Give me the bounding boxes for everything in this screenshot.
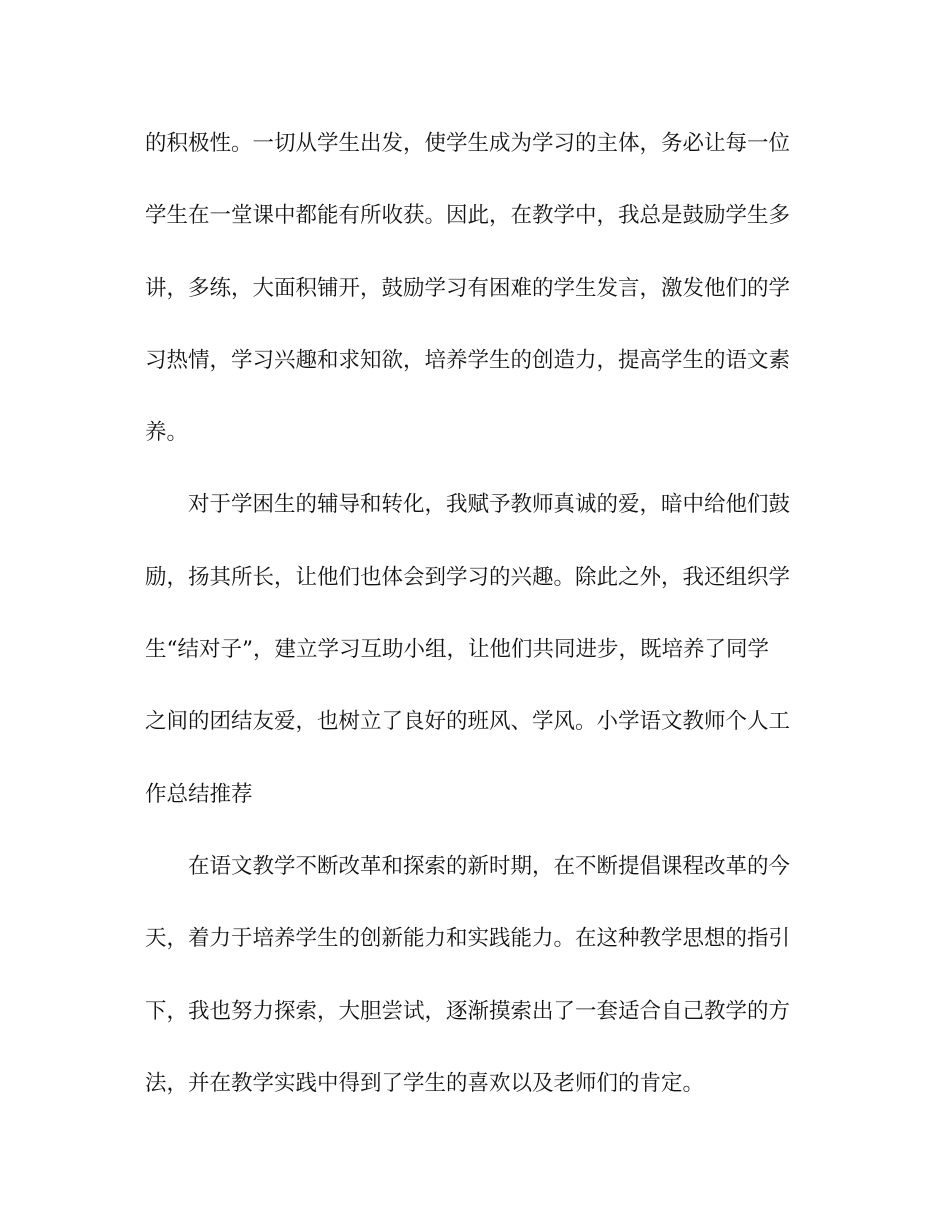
text-line: 的积极性。一切从学生出发，使学生成为学习的主体，务必让每一位 <box>145 131 791 156</box>
text-line: 下，我也努力探索，大胆尝试，逐渐摸索出了一套适合自己教学的方 <box>145 998 791 1024</box>
text-line: 之间的团结友爱，也树立了良好的班风、学风。小学语文教师个人工 <box>145 709 791 735</box>
document-body <box>145 116 805 1128</box>
text-line: 养。 <box>145 420 189 446</box>
text-line: 作总结推荐 <box>145 781 253 807</box>
text-line: 习热情，学习兴趣和求知欲，培养学生的创造力，提高学生的语文素 <box>145 347 791 373</box>
text-line: 学生在一堂课中都能有所收获。因此，在教学中，我总是鼓励学生多 <box>145 203 791 229</box>
paragraph-first-line: 在语文教学不断改革和探索的新时期，在不断提倡课程改革的今 <box>188 853 791 879</box>
text-line: 法，并在教学实践中得到了学生的喜欢以及老师们的肯定。 <box>145 1070 705 1096</box>
text-line: 讲，多练，大面积铺开，鼓励学习有困难的学生发言，激发他们的学 <box>145 275 791 301</box>
text-line: 生“结对子”，建立学习互助小组，让他们共同进步，既培养了同学 <box>145 637 769 663</box>
text-line: 励，扬其所长，让他们也体会到学习的兴趣。除此之外，我还组织学 <box>145 564 791 590</box>
text-line: 天，着力于培养学生的创新能力和实践能力。在这种教学思想的指引 <box>145 926 791 952</box>
paragraph-first-line: 对于学困生的辅导和转化，我赋予教师真诚的爱，暗中给他们鼓 <box>188 492 791 518</box>
